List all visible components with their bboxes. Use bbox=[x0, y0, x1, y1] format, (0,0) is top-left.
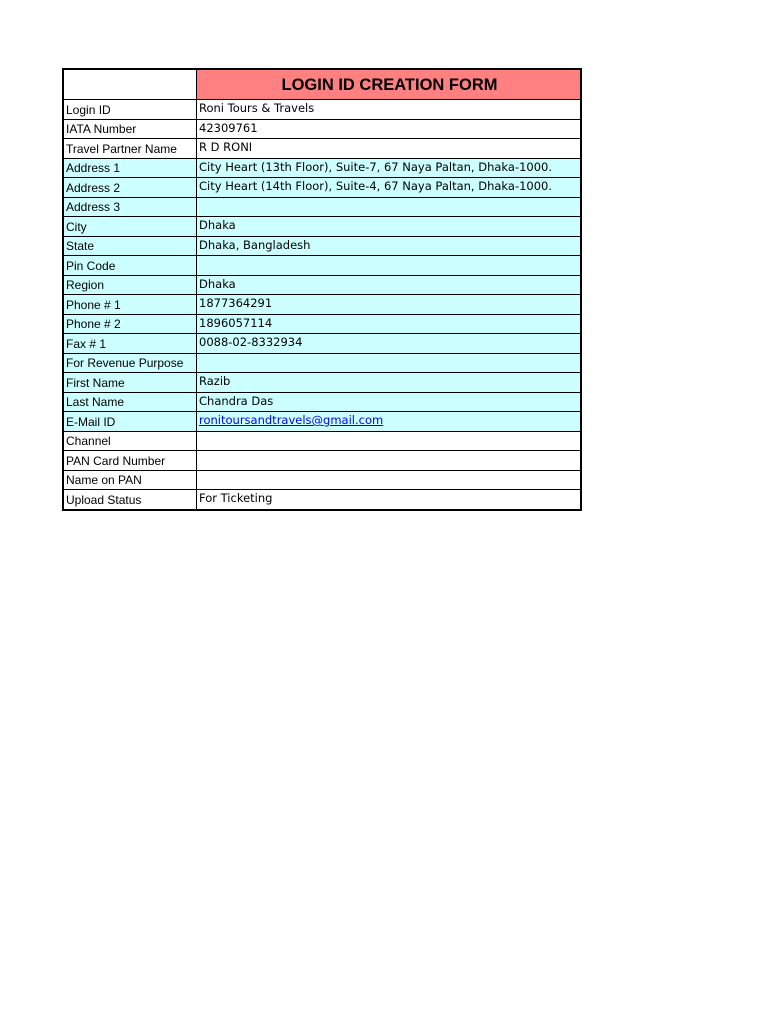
field-label-e-mail-id[interactable]: E-Mail ID bbox=[63, 412, 197, 432]
field-value-phone-2[interactable]: 1896057114 bbox=[197, 314, 582, 334]
form-title[interactable]: LOGIN ID CREATION FORM bbox=[197, 69, 582, 100]
form-row-iata-number bbox=[63, 119, 581, 139]
field-label-address-1[interactable]: Address 1 bbox=[63, 158, 197, 178]
field-value-pin-code[interactable] bbox=[197, 256, 582, 276]
field-label-phone-1[interactable]: Phone # 1 bbox=[63, 295, 197, 315]
form-row-city bbox=[63, 217, 581, 237]
field-label-pin-code[interactable]: Pin Code bbox=[63, 256, 197, 276]
field-label-channel[interactable]: Channel bbox=[63, 431, 197, 451]
field-value-fax-1[interactable]: 0088-02-8332934 bbox=[197, 334, 582, 354]
form-row-travel-partner-name bbox=[63, 139, 581, 159]
form-body bbox=[63, 69, 581, 510]
header-blank-cell[interactable] bbox=[63, 69, 197, 100]
field-value-state[interactable]: Dhaka, Bangladesh bbox=[197, 236, 582, 256]
field-label-region[interactable]: Region bbox=[63, 275, 197, 295]
field-value-iata-number[interactable]: 42309761 bbox=[197, 119, 582, 139]
field-label-state[interactable]: State bbox=[63, 236, 197, 256]
field-value-for-revenue-purpose[interactable] bbox=[197, 353, 582, 373]
form-row-login-id bbox=[63, 100, 581, 120]
field-value-login-id[interactable]: Roni Tours & Travels bbox=[197, 100, 582, 120]
field-label-fax-1[interactable]: Fax # 1 bbox=[63, 334, 197, 354]
field-label-login-id[interactable]: Login ID bbox=[63, 100, 197, 120]
field-value-upload-status[interactable]: For Ticketing bbox=[197, 490, 582, 510]
email-link[interactable]: ronitoursandtravels@gmail.com bbox=[199, 413, 384, 427]
form-row-address-2 bbox=[63, 178, 581, 198]
form-row-phone-2 bbox=[63, 314, 581, 334]
field-value-phone-1[interactable]: 1877364291 bbox=[197, 295, 582, 315]
field-label-last-name[interactable]: Last Name bbox=[63, 392, 197, 412]
form-row-pin-code bbox=[63, 256, 581, 276]
field-label-upload-status[interactable]: Upload Status bbox=[63, 490, 197, 510]
field-value-pan-card-number[interactable] bbox=[197, 451, 582, 471]
field-label-address-3[interactable]: Address 3 bbox=[63, 197, 197, 217]
form-row-state bbox=[63, 236, 581, 256]
form-header-row bbox=[63, 69, 581, 100]
field-value-e-mail-id[interactable] bbox=[197, 412, 582, 432]
field-value-first-name[interactable]: Razib bbox=[197, 373, 582, 393]
field-label-first-name[interactable]: First Name bbox=[63, 373, 197, 393]
field-label-iata-number[interactable]: IATA Number bbox=[63, 119, 197, 139]
field-value-travel-partner-name[interactable]: R D RONI bbox=[197, 139, 582, 159]
field-value-channel[interactable] bbox=[197, 431, 582, 451]
field-value-region[interactable]: Dhaka bbox=[197, 275, 582, 295]
login-id-creation-form-table bbox=[62, 68, 582, 511]
form-row-phone-1 bbox=[63, 295, 581, 315]
field-label-pan-card-number[interactable]: PAN Card Number bbox=[63, 451, 197, 471]
field-label-city[interactable]: City bbox=[63, 217, 197, 237]
field-label-name-on-pan[interactable]: Name on PAN bbox=[63, 470, 197, 490]
form-row-name-on-pan bbox=[63, 470, 581, 490]
form-row-address-1 bbox=[63, 158, 581, 178]
form-row-region bbox=[63, 275, 581, 295]
form-row-channel bbox=[63, 431, 581, 451]
form-row-pan-card-number bbox=[63, 451, 581, 471]
field-label-for-revenue-purpose[interactable]: For Revenue Purpose bbox=[63, 353, 197, 373]
field-value-name-on-pan[interactable] bbox=[197, 470, 582, 490]
form-row-for-revenue-purpose bbox=[63, 353, 581, 373]
field-label-address-2[interactable]: Address 2 bbox=[63, 178, 197, 198]
field-value-address-2[interactable]: City Heart (14th Floor), Suite-4, 67 Naya Paltan, Dhaka-1000. bbox=[197, 178, 582, 198]
field-value-address-1[interactable]: City Heart (13th Floor), Suite-7, 67 Naya Paltan, Dhaka-1000. bbox=[197, 158, 582, 178]
form-row-e-mail-id bbox=[63, 412, 581, 432]
field-value-last-name[interactable]: Chandra Das bbox=[197, 392, 582, 412]
field-value-address-3[interactable] bbox=[197, 197, 582, 217]
field-label-travel-partner-name[interactable]: Travel Partner Name bbox=[63, 139, 197, 159]
form-row-last-name bbox=[63, 392, 581, 412]
field-value-city[interactable]: Dhaka bbox=[197, 217, 582, 237]
form-row-fax-1 bbox=[63, 334, 581, 354]
form-row-first-name bbox=[63, 373, 581, 393]
form-row-address-3 bbox=[63, 197, 581, 217]
field-label-phone-2[interactable]: Phone # 2 bbox=[63, 314, 197, 334]
form-row-upload-status bbox=[63, 490, 581, 510]
